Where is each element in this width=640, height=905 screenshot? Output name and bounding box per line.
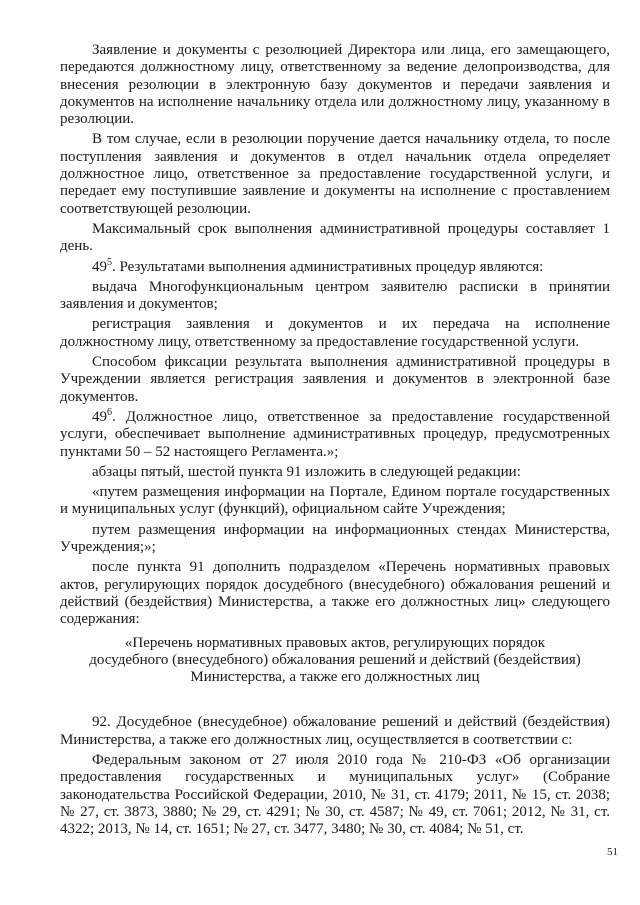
heading-line: Министерства, а также его должностных лиц (190, 669, 480, 686)
document-body (60, 42, 610, 838)
paragraph-item-49-5 (60, 256, 610, 276)
paragraph: выдача Многофункциональным центром заявителю расписки в принятии заявления и документов; (60, 278, 610, 313)
paragraph: абзацы пятый, шестой пункта 91 изложить в следующей редакции: (92, 463, 521, 480)
item-text: . Результатами выполнения административных процедур являются: (112, 258, 544, 275)
paragraph: «путем размещения информации на Портале, Едином портале государственных и муниципальных услуг (функций), официальном сайте Учреждения; (60, 484, 610, 518)
paragraph: В том случае, если в резолюции поручение дается начальнику отдела, то после поступления заявления и документов в отдел начальник отдела определяет должностное лицо, ответственное за предоставление государственной услуги, и передает ему поступившие заявление и документы на исполнение с проставлением соответствующей резолюции. (60, 131, 610, 217)
item-superscript: 5 (107, 256, 112, 268)
page-number: 51 (607, 846, 618, 858)
paragraph: Максимальный срок выполнения административной процедуры составляет 1 день. (60, 220, 610, 255)
paragraph: Заявление и документы с резолюцией Директора или лица, его замещающего, передаются должностному лицу, ответственному за ведение делопроизводства, для внесения резолюции в электронную базу документов и передачи заявления и документов на исполнение начальнику отдела или должностному лицу, указанному в резолюции. (60, 42, 610, 128)
paragraph: Способом фиксации результата выполнения административной процедуры в Учреждении является регистрация заявления и документов в электронной базе документов. (60, 354, 610, 405)
heading-line: досудебного (внесудебного) обжалования решений и действий (бездействия) (89, 651, 581, 668)
paragraph: регистрация заявления и документов и их передача на исполнение должностному лицу, ответственному за предоставление государственной услуги. (60, 316, 610, 350)
paragraph-item-92: 92. Досудебное (внесудебное) обжалование решений и действий (бездействия) Министерства, а также его должностных лиц, осуществляется в соответствии с: (60, 714, 610, 748)
paragraph: после пункта 91 дополнить подразделом «Перечень нормативных правовых актов, регулирующих порядок досудебного (внесудебного) обжалования решений и действий (бездействия) Министерства, а также его должностных лиц» следующего содержания: (60, 559, 610, 628)
paragraph: путем размещения информации на информационных стендах Министерства, Учреждения;»; (60, 521, 610, 556)
paragraph-item-49-6 (60, 406, 610, 461)
item-text: . Должностное лицо, ответственное за предоставление государственной услуги, обеспечивает выполнение административных процедур, предусмотренных пунктами 50 – 52 настоящего Регламента.»; (60, 408, 610, 460)
item-number: 49 (92, 408, 107, 425)
subsection-heading (60, 635, 610, 687)
heading-line: «Перечень нормативных правовых актов, регулирующих порядок (124, 634, 546, 651)
spacer (60, 686, 610, 714)
item-number: 49 (92, 258, 107, 275)
paragraph: Федеральным законом от 27 июля 2010 года № 210-ФЗ «Об организации предоставления государственных и муниципальных услуг» (Собрание законодательства Российской Федерации, 2010, № 31, ст. 4179; 2011, № 15, ст. 2038; № 27, ст. 3873, 3880; № 29, ст. 4291; № 30, ст. 4587; № 49, ст. 7061; 2012, № 31, ст. 4322; 2013, № 14, ст. 1651; № 27, ст. 3477, 3480; № 30, ст. 4084; № 51, ст. (60, 751, 610, 838)
item-superscript: 6 (107, 406, 112, 418)
